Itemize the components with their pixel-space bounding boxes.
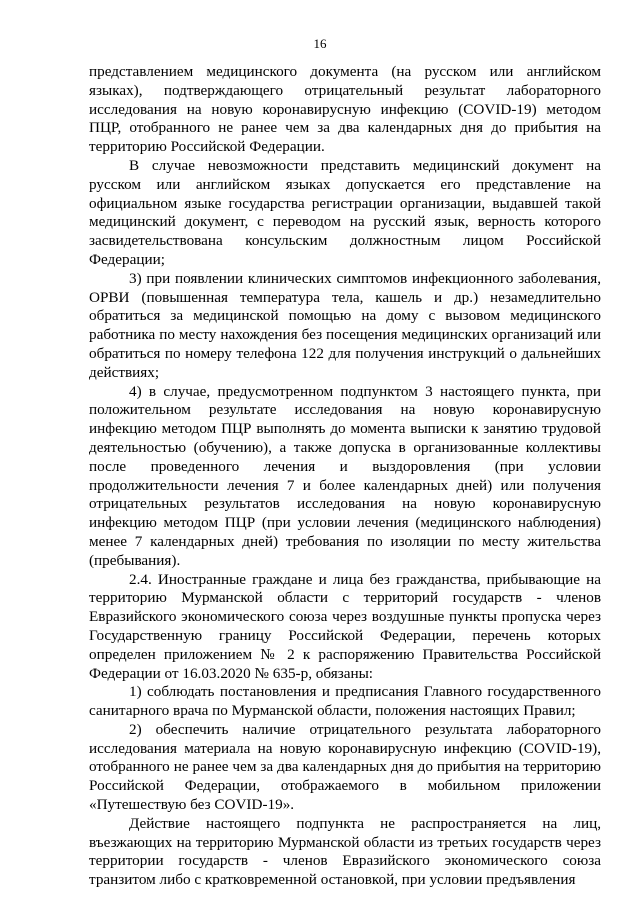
paragraph: 4) в случае, предусмотренном подпунктом 3 настоящего пункта, при положительном результате исследования на новую коронавирусную инфекцию методом ПЦР выполнять до момента выписки к занятию трудовой деятельностью (обучению), а также допуска в организованные коллективы после проведенного лечения и выздоровления (при условии продолжительности лечения 7 и более календарных дней) или получения отрицательных результатов исследования на новую коронавирусную инфекцию методом ПЦР (при условии лечения (медицинского наблюдения) менее 7 календарных дней) требования по изоляции по месту жительства (пребывания).: [89, 382, 601, 569]
paragraph: 2.4. Иностранные граждане и лица без гражданства, прибывающие на территорию Мурманской области с территорий государств - членов Евразийского экономического союза через воздушные пункты пропуска через Государственную границу Российской Федерации, перечень которых определен приложением № 2 к распоряжению Правительства Российской Федерации от 16.03.2020 № 635-р, обязаны:: [89, 570, 601, 682]
document-body: [89, 63, 601, 890]
paragraph: Действие настоящего подпункта не распространяется на лиц, въезжающих на территорию Мурманской области из третьих государств через территории государств - членов Евразийского экономического союза транзитом либо с кратковременной остановкой, при условии предъявления: [89, 814, 601, 889]
paragraph: В случае невозможности представить медицинский документ на русском или английском языках допускается его представление на официальном языке государства регистрации организации, выдавшей такой медицинский документ, с переводом на русский язык, верность которого засвидетельствована консульским должностным лицом Российской Федерации;: [89, 156, 601, 268]
paragraph: представлением медицинского документа (на русском или английском языках), подтверждающего отрицательный результат лабораторного исследования на новую коронавирусную инфекцию (COVID-19) методом ПЦР, отобранного не ранее чем за два календарных дня до прибытия на территорию Российской Федерации.: [89, 63, 601, 156]
paragraph: 3) при появлении клинических симптомов инфекционного заболевания, ОРВИ (повышенная температура тела, кашель и др.) незамедлительно обратиться за медицинской помощью на дому с вызовом медицинского работника по месту нахождения без посещения медицинских организаций или обратиться по номеру телефона 122 для получения инструкций о дальнейших действиях;: [89, 269, 601, 381]
paragraph: 2) обеспечить наличие отрицательного результата лабораторного исследования материала на новую коронавирусную инфекцию (COVID-19), отобранного не ранее чем за два календарных дня до прибытия на территорию Российской Федерации, отображаемого в мобильном приложении «Путешествую без COVID-19».: [89, 720, 601, 814]
page-number: 16: [313, 36, 327, 51]
paragraph: 1) соблюдать постановления и предписания Главного государственного санитарного врача по Мурманской области, положения настоящих Правил;: [89, 683, 601, 720]
